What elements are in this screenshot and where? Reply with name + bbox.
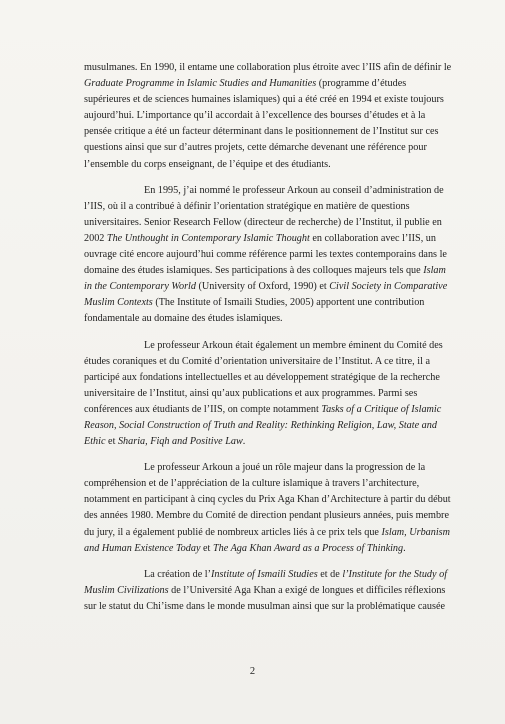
text-run: (The Institute of Ismaili Studies, 2005) apportent une contribution fondamentale au domaine des études islamiques.	[84, 297, 425, 325]
text-run: .	[242, 436, 246, 448]
italic-title: Tasks of a Critique of Islamic Reason, Social Construction of Truth and Reality: Rethinking Religion, Law, State and Ethic	[84, 403, 442, 448]
page-number: 2	[249, 666, 256, 677]
italic-title: The Unthought in Contemporary Islamic Thought	[106, 232, 310, 244]
paragraph	[84, 183, 453, 328]
text-run: musulmanes. En 1990, il entame une collaboration plus étroite avec l’IIS afin de définir le	[84, 62, 452, 73]
text-run: et	[105, 436, 118, 448]
text-run: .	[403, 542, 406, 554]
paragraph	[84, 338, 453, 451]
italic-title: The Aga Khan Award as a Process of Thinking	[212, 542, 404, 554]
text-run: (University of Oxford, 1990) et	[195, 281, 330, 293]
text-run: de l’Université Aga Khan a exigé de longues et difficiles réflexions sur le statut du Chi’isme dans le monde musulman ainsi que sur la problématique causée	[84, 584, 446, 612]
italic-title: Islam, Urbanism and Human Existence Today	[84, 526, 451, 554]
text-run: En 1995, j’ai nommé le professeur Arkoun au conseil d’administration de l’IIS, où il a contribué à définir l’orientation stratégique en matière de questions universitaires. Senior Research Fellow (directeur de recherche) de l’Institut, il publie en 2002	[84, 184, 444, 244]
body-text	[84, 60, 453, 625]
text-run: Le professeur Arkoun a joué un rôle majeur dans la progression de la compréhension et de l’appréciation de la culture islamique à travers l’architecture, notamment en participant à cinq cycles du Prix Aga Khan d’Architecture à partir du début des années 1980. Membre du Comité de direction pendant plusieurs années, puis membre du jury, il a également publié de nombreux articles liés à ce prix tels que	[84, 462, 451, 538]
italic-title: Institute of Ismaili Studies	[211, 568, 318, 580]
italic-title: Civil Society in Comparative Muslim Contexts	[84, 281, 448, 309]
italic-title: Islam in the Contemporary World	[84, 265, 446, 293]
text-run: et de	[317, 568, 343, 580]
text-run: La création de l’	[144, 568, 212, 580]
text-run: en collaboration avec l’IIS, un ouvrage cité encore aujourd’hui comme référence parmi les textes contemporains dans le domaine des études islamiques. Ses participations à des colloques majeurs tels que	[84, 232, 447, 277]
italic-title: l’Institute for the Study of Muslim Civilizations	[84, 568, 448, 596]
italic-title: Graduate Programme in Islamic Studies and Humanities	[84, 78, 317, 90]
paragraph	[84, 460, 453, 557]
text-run: (programme d’études supérieures et de sciences humaines islamiques) qui a été créé en 1994 et existe toujours aujourd’hui. L’importance qu’il accordait à l’excellence des bourses d’études et à la pensée critique a été un facteur déterminant dans le positionnement de l’Institut sur ces questions ainsi que sur d’autres projets, cette démarche devenant une référence pour l’ensemble du corps enseignant, de l’équipe et des étudiants.	[84, 78, 444, 170]
text-run: et	[200, 542, 213, 554]
italic-title: Sharia, Fiqh and Positive Law	[117, 436, 243, 448]
paragraph	[84, 60, 453, 173]
text-run: Le professeur Arkoun était également un membre éminent du Comité des études coraniques et du Comité d’orientation universitaire de l’Institut. A ce titre, il a participé aux fondations intellectuelles et au développement stratégique de la recherche universitaire de l’Institut, ainsi qu’aux publications et aux programmes. Parmi ses conférences aux étudiants de l’IIS, on compte notamment	[84, 339, 443, 415]
paragraph	[84, 567, 453, 615]
